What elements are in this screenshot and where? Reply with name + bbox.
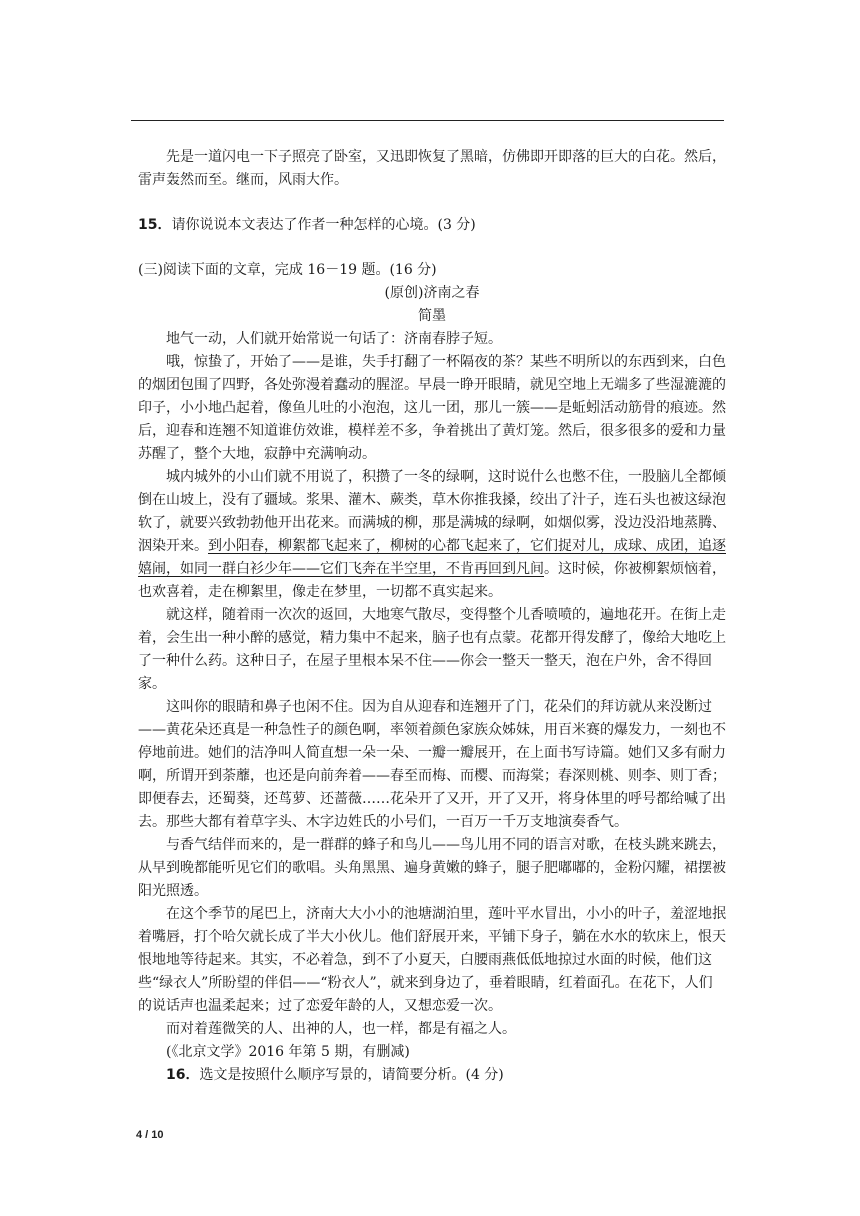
- page-number: 4 / 10: [136, 1129, 164, 1141]
- paragraph-3-text-a: 城内城外的小山们就不用说了，积攒了一冬的绿啊，这时说什么也憋不住，一股脑儿全都倾倒在山坡上，没有了疆域。浆果、灌木、蕨类，草木你推我搡，绞出了汁子，连石头也被这绿泡软了，就要兴致勃勃他开出花来。而满城的柳，那是满城的绿啊，如烟似雾，没边没沿地蒸腾、洇染开来。: [138, 469, 726, 554]
- excerpt-ending-paragraph: 先是一道闪电一下子照亮了卧室，又迅即恢复了黑暗，仿佛即开即落的巨大的白花。然后，雷声轰然而至。继而，风雨大作。: [138, 149, 726, 188]
- question-15: [138, 214, 726, 237]
- question-16-number: 16．: [166, 1067, 200, 1083]
- paragraph-3-text-b: 。这时候，你被柳絮烦恼着，也欢喜着，走在柳絮里，像走在梦里，一切都不真实起来。: [138, 561, 726, 600]
- section-3-heading: (三)阅读下面的文章，完成 16－19 题。(16 分): [138, 262, 437, 278]
- article-paragraph-3: [138, 466, 726, 604]
- article-paragraph-1: 地气一动，人们就开始常说一句话了：济南春脖子短。: [166, 331, 502, 347]
- article-paragraph-5: 这叫你的眼睛和鼻子也闲不住。因为自从迎春和连翘开了门，花朵们的拜访就从来没断过——黄花朵还真是一种急性子的颜色啊，率领着颜色家族众姊妹，用百米赛的爆发力，一刻也不停地前进。她们的洁净叫人简直想一朵一朵、一瓣一瓣展开，在上面书写诗篇。她们又多有耐力啊，所谓开到荼蘼，也还是向前奔着——春至而梅、而樱、而海棠；春深则桃、则李、则丁香；即便春去，还蜀葵，还茑萝、还蔷薇……花朵开了又开，开了又开，将身体里的呼号都给喊了出去。那些大都有着草字头、木字边姓氏的小号们，一百万一千万支地演奏香气。: [138, 699, 726, 830]
- article-title: (原创)济南之春: [384, 285, 480, 301]
- article-paragraph-7: 在这个季节的尾巴上，济南大大小小的池塘湖泊里，莲叶平水冒出，小小的叶子，羞涩地抿着嘴唇，打个哈欠就长成了半大小伙儿。他们舒展开来，平铺下身子，躺在水水的软床上，恨天恨地地等待起来。其实，不必着急，到不了小夏天，白腰雨燕低低地掠过水面的时候，他们这些“绿衣人”所盼望的伴侣——“粉衣人”，就来到身边了，垂着眼睛，红着面孔。在花下，人们的说话声也温柔起来；过了恋爱年龄的人，又想恋爱一次。: [138, 906, 726, 1014]
- article-source: (《北京文学》2016 年第 5 期，有删减): [166, 1044, 410, 1060]
- question-16: [138, 1064, 726, 1087]
- page-content: [138, 146, 726, 1087]
- article-paragraph-6: 与香气结伴而来的，是一群群的蜂子和鸟儿——鸟儿用不同的语言对歌，在枝头跳来跳去，从早到晚都能听见它们的歌唱。头角黑黑、遍身黄嫩的蜂子，腿子肥嘟嘟的，金粉闪耀，裙摆被阳光照透。: [138, 837, 726, 899]
- header-rule: [131, 120, 724, 121]
- question-15-number: 15．: [138, 217, 172, 233]
- article-paragraph-8: 而对着莲微笑的人、出神的人，也一样，都是有福之人。: [166, 1021, 516, 1037]
- underlined-sentence: 到小阳春，柳絮都飞起来了，柳树的心都飞起来了，它们捉对儿，成球、成团，追逐嬉闹，如同一群白衫少年——它们飞奔在半空里，不肯再回到凡间: [138, 538, 726, 577]
- article-author: 简墨: [418, 308, 446, 324]
- article-paragraph-4: 就这样，随着雨一次次的返回，大地寒气散尽，变得整个儿香喷喷的，遍地花开。在街上走着，会生出一种小醉的感觉，精力集中不起来，脑子也有点蒙。花都开得发酵了，像给大地吃上了一种什么药。这种日子，在屋子里根本呆不住——你会一整天一整天，泡在户外，舍不得回家。: [138, 607, 726, 692]
- article-paragraph-2: 哦，惊蛰了，开始了——是谁，失手打翻了一杯隔夜的茶？某些不明所以的东西到来，白色的烟团包围了四野，各处弥漫着蠢动的腥涩。早晨一睁开眼睛，就见空地上无端多了些湿漉漉的印子，小小地凸起着，像鱼儿吐的小泡泡，这儿一团，那儿一簇——是蚯蚓活动筋骨的痕迹。然后，迎春和连翘不知道谁仿效谁，模样差不多，争着挑出了黄灯笼。然后，很多很多的爱和力量苏醒了，整个大地，寂静中充满响动。: [138, 354, 726, 462]
- question-15-text: 请你说说本文表达了作者一种怎样的心境。(3 分): [171, 217, 476, 233]
- question-16-text: 选文是按照什么顺序写景的，请简要分析。(4 分): [199, 1067, 504, 1083]
